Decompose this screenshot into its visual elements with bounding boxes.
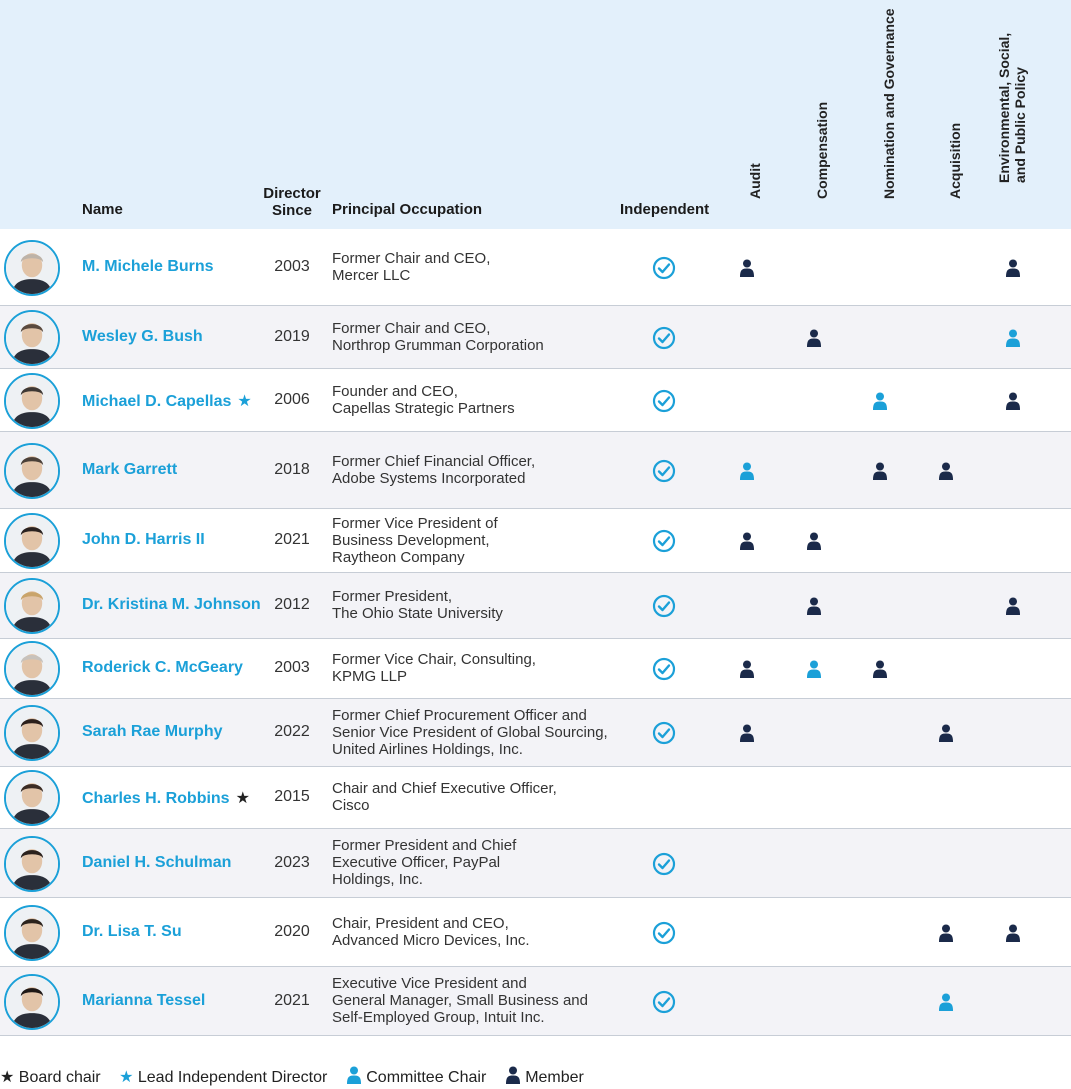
- header-esp: [994, 0, 1030, 215]
- check-circle-icon: [652, 326, 676, 350]
- acquisition-member-icon: [938, 924, 956, 944]
- director-name-text[interactable]: Michael D. Capellas: [82, 392, 232, 410]
- header-compensation-label: Compensation: [814, 101, 830, 199]
- table-header: [0, 0, 1071, 229]
- legend-lead-independent: [119, 1067, 327, 1087]
- check-circle-icon: [652, 990, 676, 1014]
- esp-member-icon: [1005, 597, 1023, 617]
- committee-chair-person-icon: [938, 993, 954, 1011]
- audit-member-icon: [739, 724, 757, 744]
- lead-independent-star-icon: ★: [237, 392, 252, 410]
- director-name-text[interactable]: M. Michele Burns: [82, 257, 214, 275]
- director-since: 2003: [274, 659, 310, 676]
- director-photo: [6, 445, 58, 497]
- director-name[interactable]: [82, 659, 243, 677]
- header-nomination-label: Nomination and Governance: [881, 8, 897, 199]
- director-since: 2006: [274, 390, 310, 408]
- director-name[interactable]: [82, 788, 250, 808]
- nomination-member-icon: [872, 660, 890, 680]
- avatar: [4, 373, 60, 429]
- independent-check-icon: [652, 721, 676, 745]
- table-row: [0, 898, 1071, 967]
- director-name[interactable]: [82, 992, 205, 1010]
- independent-check-icon: [652, 256, 676, 280]
- director-name-text[interactable]: Dr. Lisa T. Su: [82, 922, 182, 940]
- acquisition-member-icon: [938, 462, 956, 482]
- audit-member-icon: [739, 660, 757, 680]
- principal-occupation: Chair, President and CEO, Advanced Micro Devices, Inc.: [332, 914, 530, 949]
- principal-occupation: Former President, The Ohio State University: [332, 588, 503, 622]
- director-since: 2012: [274, 596, 310, 613]
- header-director-since: [262, 185, 322, 219]
- director-name-text[interactable]: Roderick C. McGeary: [82, 659, 243, 676]
- table-row: [0, 967, 1071, 1036]
- independent-check-icon: [652, 852, 676, 876]
- table-row: [0, 306, 1071, 369]
- member-person-icon: [1005, 259, 1021, 277]
- table-row: [0, 229, 1071, 306]
- committee-chair-person-icon: [806, 660, 822, 678]
- avatar: [4, 974, 60, 1030]
- member-person-icon: [872, 660, 888, 678]
- avatar: [4, 240, 60, 296]
- director-name-text[interactable]: Charles H. Robbins: [82, 790, 230, 807]
- principal-occupation: Former Vice Chair, Consulting, KPMG LLP: [332, 651, 536, 685]
- committee-chair-person-icon: [739, 462, 755, 480]
- member-person-icon: [806, 532, 822, 550]
- independent-check-icon: [652, 657, 676, 681]
- independent-check-icon: [652, 990, 676, 1014]
- director-name-text[interactable]: Marianna Tessel: [82, 991, 206, 1009]
- member-person-icon: [872, 462, 888, 480]
- director-since: 2018: [274, 460, 310, 478]
- director-photo: [6, 707, 58, 759]
- legend-committee-chair-label: Committee Chair: [366, 1069, 487, 1086]
- header-acquisition-label: Acquisition: [947, 122, 963, 199]
- compensation-member-icon: [806, 329, 824, 349]
- member-person-icon: [806, 597, 822, 615]
- legend-board-chair-label: Board chair: [18, 1069, 101, 1086]
- legend-lead-independent-label: Lead Independent Director: [137, 1069, 328, 1086]
- principal-occupation: Former President and Chief Executive Officer, PayPal Holdings, Inc.: [332, 837, 517, 888]
- director-photo: [6, 312, 58, 364]
- table-row: [0, 829, 1071, 898]
- table-row: [0, 432, 1071, 509]
- director-name-text[interactable]: Dr. Kristina M. Johnson: [82, 596, 261, 613]
- table-row: [0, 639, 1071, 699]
- header-independent: Independent: [620, 201, 710, 218]
- director-since: 2003: [274, 257, 310, 275]
- principal-occupation: Executive Vice President and General Manager, Small Business and Self-Employed Group, Intuit Inc.: [332, 975, 588, 1026]
- check-circle-icon: [652, 459, 676, 483]
- check-circle-icon: [652, 529, 676, 553]
- committee-chair-person-icon: [1005, 329, 1021, 347]
- director-name-text[interactable]: John D. Harris II: [82, 531, 205, 548]
- member-person-icon: [806, 329, 822, 347]
- member-person-icon: [1005, 597, 1021, 615]
- table-row: [0, 369, 1071, 432]
- director-name[interactable]: [82, 923, 182, 941]
- header-audit: [737, 0, 763, 215]
- header-director-since-line1: Director: [263, 185, 321, 202]
- director-since: 2021: [274, 991, 310, 1009]
- independent-check-icon: [652, 459, 676, 483]
- table-row: [0, 699, 1071, 767]
- compensation-member-icon: [806, 532, 824, 552]
- compensation-chair-icon: [806, 660, 824, 680]
- director-photo: [6, 515, 58, 567]
- header-compensation: [804, 0, 830, 215]
- member-person-icon: [938, 724, 954, 742]
- legend: [0, 1066, 598, 1087]
- esp-member-icon: [1005, 259, 1023, 279]
- table-row: [0, 573, 1071, 639]
- principal-occupation: Former Chair and CEO, Mercer LLC: [332, 249, 491, 284]
- header-name: Name: [82, 201, 123, 218]
- member-person-icon: [938, 924, 954, 942]
- member-person-icon: [1005, 924, 1021, 942]
- avatar: [4, 578, 60, 634]
- director-since: 2022: [274, 723, 310, 740]
- header-nomination: [871, 0, 897, 215]
- principal-occupation: Chair and Chief Executive Officer, Cisco: [332, 780, 557, 814]
- director-since: 2015: [274, 788, 310, 805]
- director-photo: [6, 772, 58, 824]
- director-name[interactable]: [82, 531, 205, 549]
- director-name[interactable]: [82, 328, 203, 346]
- acquisition-member-icon: [938, 724, 956, 744]
- independent-check-icon: [652, 594, 676, 618]
- independent-check-icon: [652, 389, 676, 413]
- director-name[interactable]: [82, 391, 252, 411]
- audit-chair-icon: [739, 462, 757, 482]
- table-row: [0, 767, 1071, 829]
- check-circle-icon: [652, 657, 676, 681]
- header-occupation: Principal Occupation: [332, 201, 483, 218]
- header-acquisition: [937, 0, 963, 215]
- audit-member-icon: [739, 259, 757, 279]
- director-name[interactable]: [82, 723, 222, 741]
- legend-committee-chair: [346, 1066, 486, 1087]
- header-director-since-line2: Since: [271, 202, 313, 219]
- header-esp-label: [996, 33, 1028, 183]
- header-esp-line2: and Public Policy: [1012, 67, 1028, 183]
- director-name-text[interactable]: Sarah Rae Murphy: [82, 723, 223, 740]
- member-person-icon: [739, 259, 755, 277]
- board-chair-star-icon: ★: [235, 790, 250, 807]
- avatar: [4, 705, 60, 761]
- avatar: [4, 443, 60, 499]
- director-since: 2019: [274, 327, 310, 345]
- avatar: [4, 310, 60, 366]
- independent-check-icon: [652, 326, 676, 350]
- check-circle-icon: [652, 389, 676, 413]
- principal-occupation: Former Chair and CEO, Northrop Grumman Corporation: [332, 319, 544, 354]
- committee-chair-person-icon: [872, 392, 888, 410]
- header-audit-label: Audit: [747, 163, 763, 199]
- member-person-icon: [739, 724, 755, 742]
- member-person-icon: [1005, 392, 1021, 410]
- legend-member: [505, 1066, 584, 1087]
- avatar: [4, 836, 60, 892]
- director-since: 2020: [274, 922, 310, 940]
- principal-occupation: Former Chief Financial Officer, Adobe Systems Incorporated: [332, 452, 536, 487]
- principal-occupation: Former Vice President of Business Development, Raytheon Company: [332, 514, 498, 566]
- nomination-member-icon: [872, 462, 890, 482]
- member-person-icon: [505, 1066, 521, 1084]
- member-person-icon: [938, 462, 954, 480]
- check-circle-icon: [652, 721, 676, 745]
- avatar: [4, 905, 60, 961]
- director-photo: [6, 242, 58, 294]
- acquisition-chair-icon: [938, 993, 956, 1013]
- legend-member-label: Member: [525, 1069, 584, 1086]
- director-name-text[interactable]: Wesley G. Bush: [82, 327, 203, 345]
- table-row: [0, 509, 1071, 573]
- legend-board-chair: [0, 1067, 101, 1087]
- director-since: 2021: [274, 531, 310, 548]
- director-photo: [6, 976, 58, 1028]
- principal-occupation: Founder and CEO, Capellas Strategic Partners: [332, 382, 515, 417]
- check-circle-icon: [652, 852, 676, 876]
- header-esp-line1: Environmental, Social,: [996, 32, 1012, 183]
- committee-chair-person-icon: [346, 1066, 362, 1084]
- check-circle-icon: [652, 594, 676, 618]
- member-person-icon: [739, 532, 755, 550]
- director-name-text[interactable]: Daniel H. Schulman: [82, 853, 232, 871]
- check-circle-icon: [652, 921, 676, 945]
- independent-check-icon: [652, 921, 676, 945]
- esp-member-icon: [1005, 924, 1023, 944]
- avatar: [4, 513, 60, 569]
- check-circle-icon: [652, 256, 676, 280]
- director-photo: [6, 375, 58, 427]
- compensation-member-icon: [806, 597, 824, 617]
- audit-member-icon: [739, 532, 757, 552]
- director-photo: [6, 838, 58, 890]
- director-name[interactable]: [82, 854, 231, 872]
- director-name-text[interactable]: Mark Garrett: [82, 460, 178, 478]
- director-photo: [6, 643, 58, 695]
- principal-occupation: Former Chief Procurement Officer and Senior Vice President of Global Sourcing, United Airlines Holdings, Inc.: [332, 706, 608, 758]
- director-photo: [6, 907, 58, 959]
- member-person-icon: [739, 660, 755, 678]
- nomination-chair-icon: [872, 392, 890, 412]
- director-since: 2023: [274, 853, 310, 871]
- legend-board-chair-icon: ★: [0, 1069, 15, 1086]
- director-photo: [6, 580, 58, 632]
- esp-chair-icon: [1005, 329, 1023, 349]
- avatar: [4, 641, 60, 697]
- esp-member-icon: [1005, 392, 1023, 412]
- director-name[interactable]: [82, 596, 261, 614]
- avatar: [4, 770, 60, 826]
- legend-lead-star-icon: ★: [119, 1069, 134, 1086]
- director-name[interactable]: [82, 461, 177, 479]
- independent-check-icon: [652, 529, 676, 553]
- director-name[interactable]: [82, 258, 214, 276]
